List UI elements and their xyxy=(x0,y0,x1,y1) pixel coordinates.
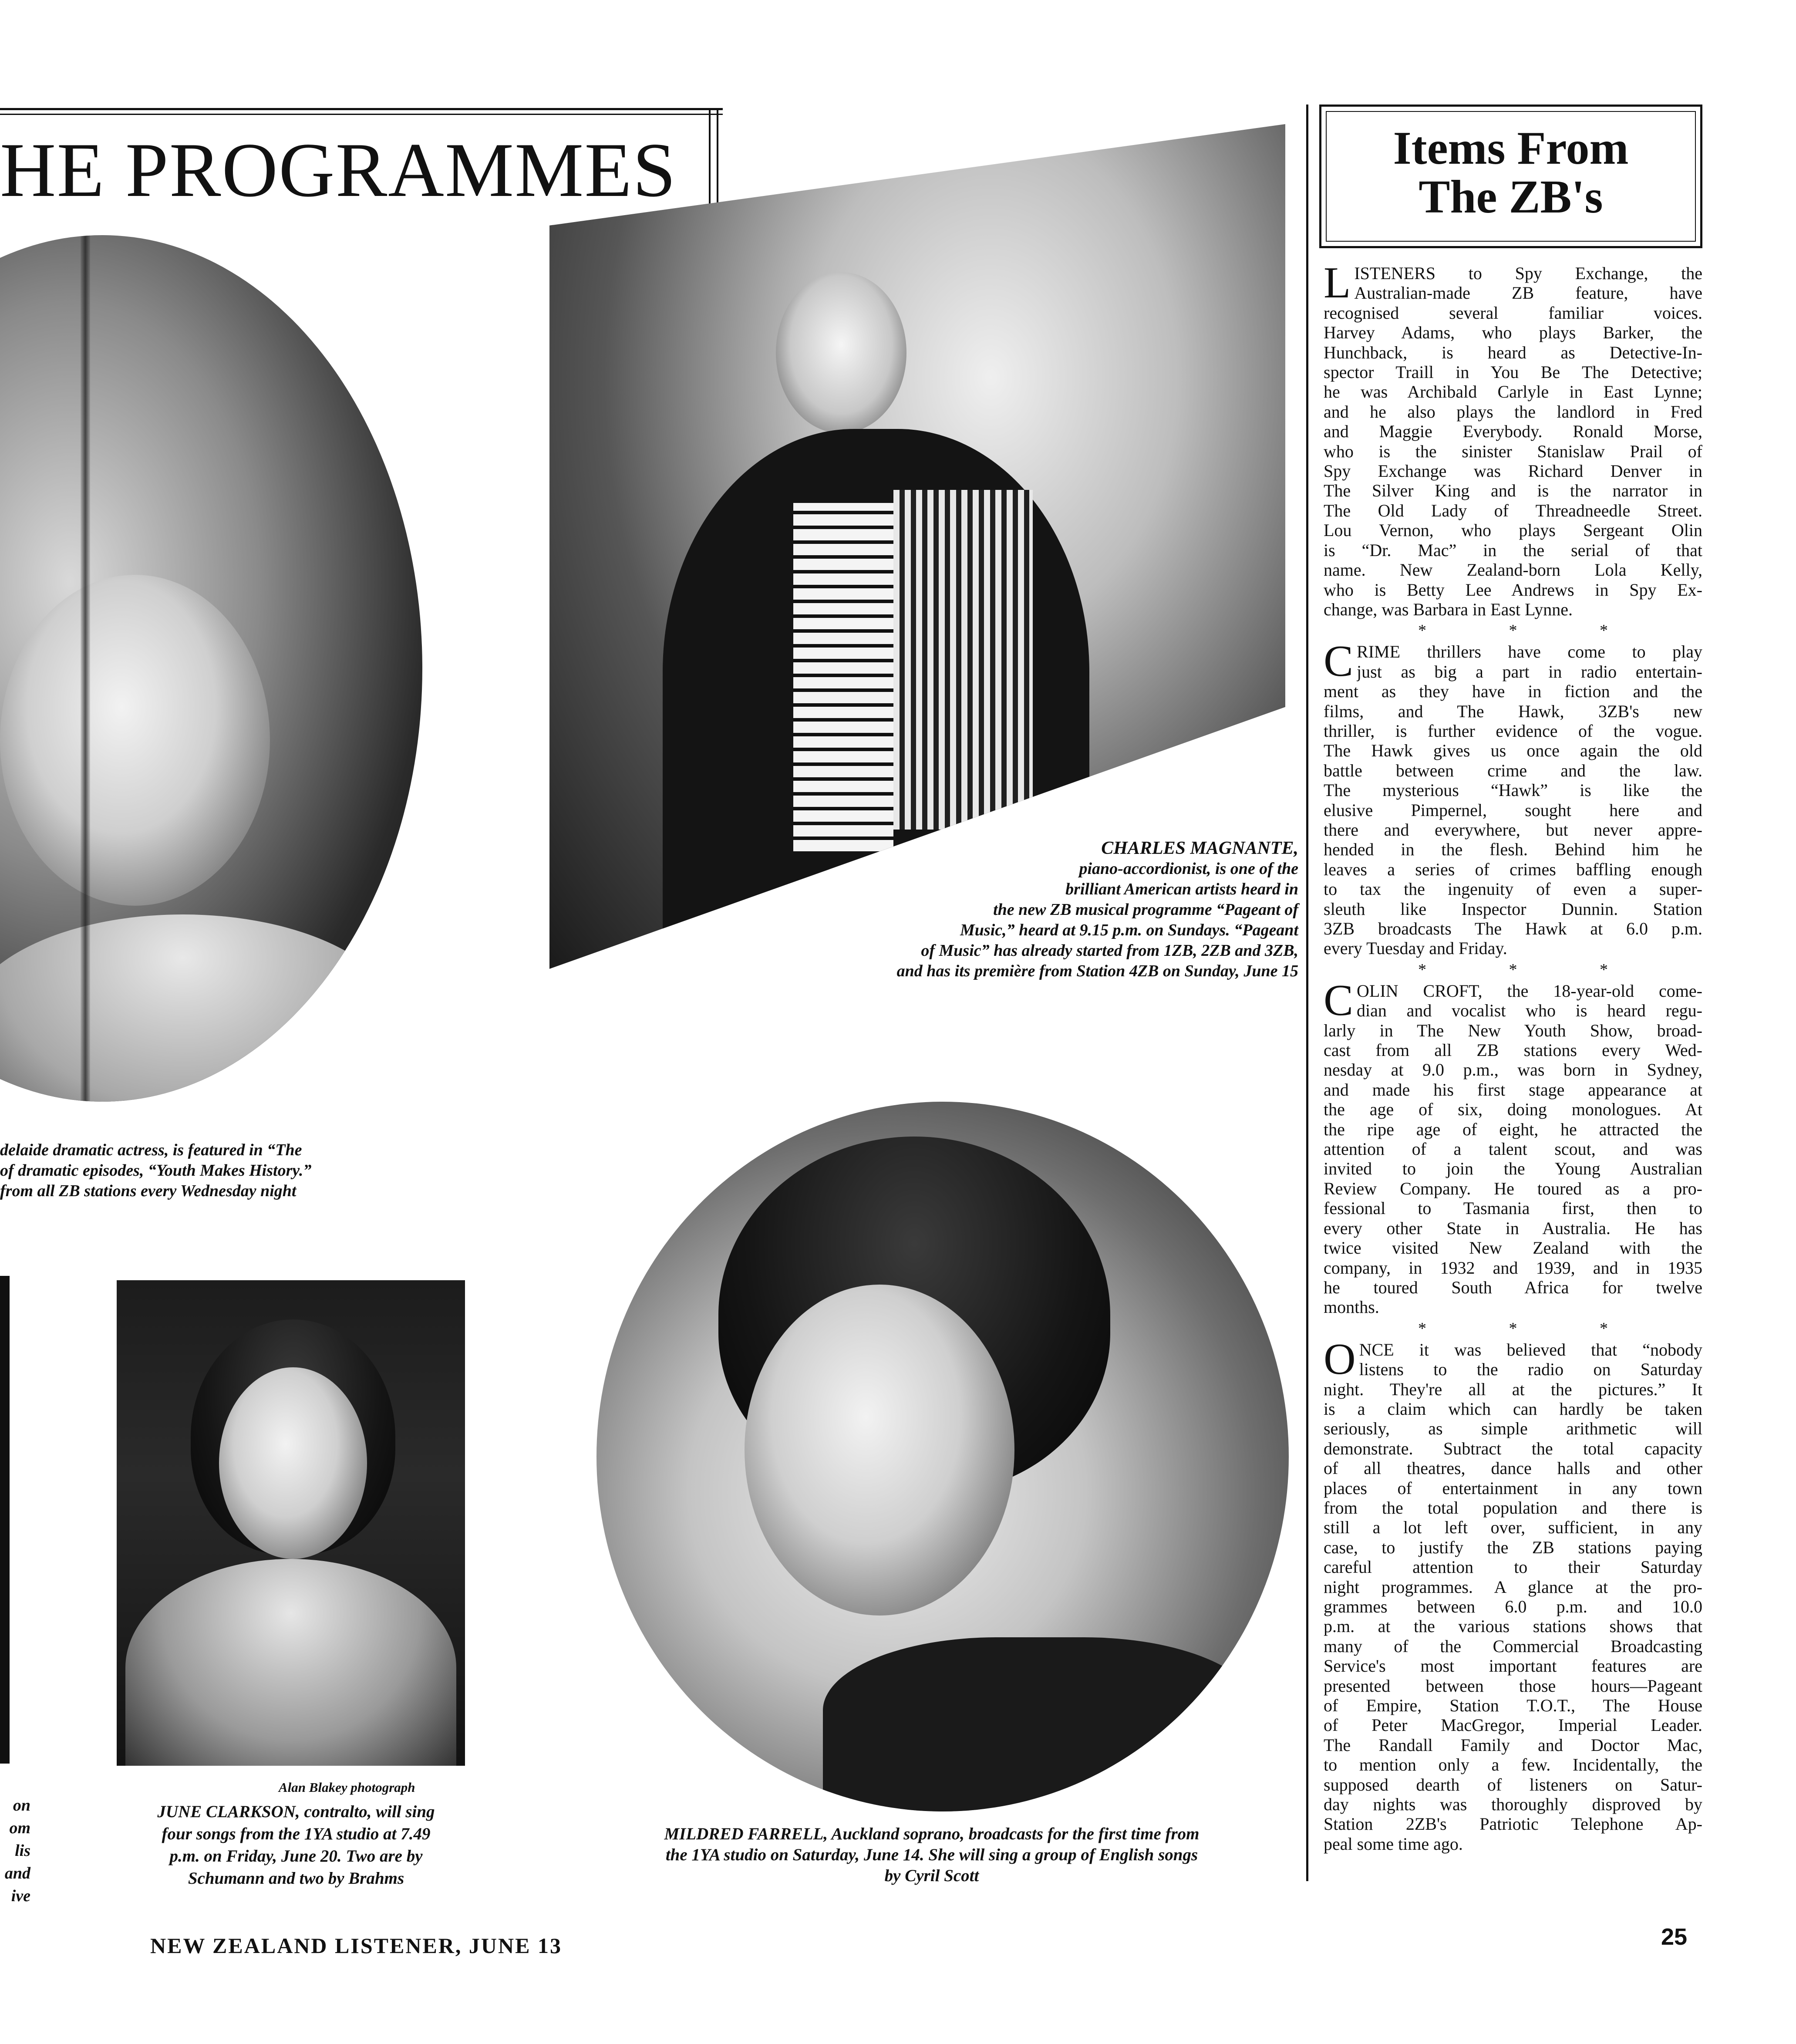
section-stars: * * * xyxy=(1418,621,1647,640)
paragraph-lines xyxy=(1324,258,1702,619)
text-line: is a claim which can hardly be taken xyxy=(1324,1399,1702,1419)
text-line: the ripe age of eight, he attracted the xyxy=(1324,1119,1702,1139)
farrell-caption xyxy=(544,1824,1319,1886)
text-line: The Randall Family and Doctor Mac, xyxy=(1324,1735,1702,1755)
column-divider xyxy=(1306,105,1308,1881)
magnante-caption xyxy=(610,838,1298,982)
magnante-caption-line: the new ZB musical programme “Pageant of xyxy=(993,901,1298,919)
text-line: day nights was thoroughly disproved by xyxy=(1324,1794,1702,1815)
text-line: is “Dr. Mac” in the serial of that xyxy=(1324,540,1702,560)
left-edge-fragment: and xyxy=(4,1864,30,1882)
clarkson-caption-line: Schumann and two by Brahms xyxy=(188,1869,404,1888)
clarkson-caption-line: four songs from the 1YA studio at 7.49 xyxy=(162,1825,431,1843)
text-line: battle between crime and the law. xyxy=(1324,760,1702,780)
text-line: he toured South Africa for twelve xyxy=(1324,1277,1702,1297)
clarkson-photo xyxy=(117,1280,465,1766)
text-line: grammes between 6.0 p.m. and 10.0 xyxy=(1324,1597,1702,1616)
clarkson-shoulders xyxy=(125,1559,456,1766)
text-line: spector Traill in You Be The Detective; xyxy=(1324,362,1702,382)
text-line: RIME thrillers have come to play xyxy=(1357,642,1702,662)
title-line: Items From xyxy=(1393,122,1629,174)
text-line: to tax the ingenuity of even a super- xyxy=(1324,879,1702,899)
actress-face xyxy=(0,575,270,906)
actress-shoulders xyxy=(0,914,401,1102)
left-edge-fragment: lis xyxy=(15,1842,30,1860)
farrell-photo xyxy=(596,1102,1289,1811)
text-line: Station 2ZB's Patriotic Telephone Ap- xyxy=(1324,1814,1702,1834)
text-line: change, was Barbara in East Lynne. xyxy=(1324,599,1573,619)
actress-caption xyxy=(0,1140,435,1201)
drop-cap: O xyxy=(1324,1334,1356,1384)
text-line: of Peter MacGregor, Imperial Leader. xyxy=(1324,1715,1702,1735)
title-box xyxy=(1319,105,1702,248)
magnante-caption-line: and has its première from Station 4ZB on Sunday, June 15 xyxy=(896,962,1298,980)
farrell-face xyxy=(745,1285,1014,1616)
text-line: films, and The Hawk, 3ZB's new xyxy=(1324,701,1702,721)
text-line: case, to justify the ZB stations paying xyxy=(1324,1537,1702,1557)
actress-caption-line: of dramatic episodes, “Youth Makes History.” xyxy=(0,1161,312,1180)
left-edge-fragments xyxy=(0,1794,30,1907)
text-line: to mention only a few. Incidentally, the xyxy=(1324,1755,1702,1775)
header-rule-top xyxy=(0,108,723,115)
text-line: peal some time ago. xyxy=(1324,1834,1463,1854)
left-edge-fragment: om xyxy=(9,1819,30,1837)
clarkson-caption-line: p.m. on Friday, June 20. Two are by xyxy=(169,1847,423,1865)
drop-cap: C xyxy=(1324,975,1354,1025)
text-line: leaves a series of crimes baffling enough xyxy=(1324,859,1702,879)
paragraph-listeners xyxy=(1324,258,1702,619)
text-line: Spy Exchange was Richard Denver in xyxy=(1324,461,1702,481)
text-line: Lou Vernon, who plays Sergeant Olin xyxy=(1324,520,1702,540)
text-line: and he also plays the landlord in Fred xyxy=(1324,401,1702,422)
text-line: and made his first stage appearance at xyxy=(1324,1079,1702,1100)
text-line: night programmes. A glance at the pro- xyxy=(1324,1577,1702,1597)
text-line: dian and vocalist who is heard regu- xyxy=(1357,1001,1702,1021)
text-line: larly in The New Youth Show, broad- xyxy=(1324,1020,1702,1040)
text-line: presented between those hours—Pageant xyxy=(1324,1676,1702,1696)
text-line: The Silver King and is the narrator in xyxy=(1324,481,1702,501)
clarkson-caption xyxy=(104,1801,488,1889)
text-line: seriously, as simple arithmetic will xyxy=(1324,1419,1702,1439)
title-line: The ZB's xyxy=(1419,171,1603,223)
text-line: listens to the radio on Saturday xyxy=(1359,1359,1702,1380)
text-line: hended in the flesh. Behind him he xyxy=(1324,840,1702,860)
clarkson-caption-line: JUNE CLARKSON, contralto, will sing xyxy=(157,1802,435,1821)
magnante-caption-line: of Music” has already started from 1ZB, 2ZB and 3ZB, xyxy=(921,941,1298,960)
magnante-caption-line: brilliant American artists heard in xyxy=(1065,880,1298,898)
text-line: places of entertainment in any town xyxy=(1324,1478,1702,1498)
text-line: every other State in Australia. He has xyxy=(1324,1218,1702,1238)
left-edge-fragment: on xyxy=(13,1796,30,1815)
farrell-caption-line: by Cyril Scott xyxy=(884,1866,979,1885)
left-edge-photo xyxy=(0,1276,10,1764)
drop-cap: C xyxy=(1324,637,1354,686)
footer-publication: NEW ZEALAND LISTENER, JUNE 13 xyxy=(150,1933,562,1958)
text-line: supposed dearth of listeners on Satur- xyxy=(1324,1774,1702,1794)
section-stars: * * * xyxy=(1418,1319,1647,1338)
text-line: ISTENERS to Spy Exchange, the xyxy=(1354,263,1702,283)
text-line: thriller, is further evidence of the vogue. xyxy=(1324,721,1702,741)
text-line: careful attention to their Saturday xyxy=(1324,1557,1702,1577)
text-line: attention of a talent scout, and was xyxy=(1324,1139,1702,1159)
text-line: demonstrate. Subtract the total capacity xyxy=(1324,1438,1702,1458)
magnante-caption-line: piano-accordionist, is one of the xyxy=(1079,860,1298,878)
text-line: company, in 1932 and 1939, and in 1935 xyxy=(1324,1258,1702,1278)
magnante-caption-line: Music,” heard at 9.15 p.m. on Sundays. “Pageant xyxy=(960,921,1298,939)
text-line: many of the Commercial Broadcasting xyxy=(1324,1636,1702,1656)
clarkson-face xyxy=(219,1367,367,1559)
clarkson-photo-credit: Alan Blakey photograph xyxy=(279,1780,415,1795)
text-line: who is the sinister Stanislaw Prail of xyxy=(1324,441,1702,461)
text-line: nesday at 9.0 p.m., was born in Sydney, xyxy=(1324,1060,1702,1080)
text-line: who is Betty Lee Andrews in Spy Ex- xyxy=(1324,580,1702,600)
text-line: there and everywhere, but never appre- xyxy=(1324,820,1702,840)
text-line: Harvey Adams, who plays Barker, the xyxy=(1324,323,1702,343)
text-line: The Old Lady of Threadneedle Street. xyxy=(1324,500,1702,520)
text-line: The Hawk gives us once again the old xyxy=(1324,741,1702,761)
paragraph-crime xyxy=(1324,637,1702,958)
text-line: the age of six, doing monologues. At xyxy=(1324,1100,1702,1120)
text-line: sleuth like Inspector Dunnin. Station xyxy=(1324,899,1702,919)
drop-cap: L xyxy=(1324,258,1351,307)
farrell-dress xyxy=(823,1637,1258,1811)
text-line: he was Archibald Carlyle in East Lynne; xyxy=(1324,382,1702,402)
actress-crease xyxy=(81,235,90,1102)
header-rule-right xyxy=(709,108,718,204)
text-line: OLIN CROFT, the 18-year-old come- xyxy=(1357,981,1702,1001)
text-line: Review Company. He toured as a pro- xyxy=(1324,1178,1702,1198)
farrell-caption-line: MILDRED FARRELL, Auckland soprano, broadcasts for the first time from xyxy=(664,1825,1200,1843)
text-line: just as big a part in radio entertain- xyxy=(1357,661,1702,681)
text-line: elusive Pimpernel, sought here and xyxy=(1324,800,1702,820)
text-line: 3ZB broadcasts The Hawk at 6.0 p.m. xyxy=(1324,919,1702,938)
actress-caption-line: from all ZB stations every Wednesday night xyxy=(0,1182,297,1200)
accordion-keys xyxy=(793,503,893,851)
text-line: p.m. at the various stations shows that xyxy=(1324,1616,1702,1636)
text-line: Hunchback, is heard as Detective-In- xyxy=(1324,342,1702,362)
magnante-caption-line: CHARLES MAGNANTE, xyxy=(1101,838,1298,858)
page-number: 25 xyxy=(1661,1924,1688,1950)
text-line: cast from all ZB stations every Wed- xyxy=(1324,1040,1702,1060)
actress-photo xyxy=(0,235,422,1102)
magnante-head xyxy=(776,272,906,433)
text-line: of all theatres, dance halls and other xyxy=(1324,1458,1702,1478)
text-line: every Tuesday and Friday. xyxy=(1324,938,1507,958)
zb-column xyxy=(1324,258,1702,1854)
text-line: still a lot left over, sufficient, in any xyxy=(1324,1518,1702,1538)
text-line: recognised several familiar voices. xyxy=(1324,303,1702,323)
text-line: ment as they have in fiction and the xyxy=(1324,681,1702,702)
left-edge-fragment: ive xyxy=(11,1887,30,1905)
text-line: name. New Zealand-born Lola Kelly, xyxy=(1324,560,1702,580)
farrell-caption-line: the 1YA studio on Saturday, June 14. She will sing a group of English songs xyxy=(665,1845,1198,1864)
text-line: and Maggie Everybody. Ronald Morse, xyxy=(1324,422,1702,442)
text-line: NCE it was believed that “nobody xyxy=(1359,1339,1702,1359)
text-line: night. They're all at the pictures.” It xyxy=(1324,1379,1702,1399)
header-title: HE PROGRAMMES xyxy=(0,127,677,213)
text-line: from the total population and there is xyxy=(1324,1498,1702,1518)
text-line: invited to join the Young Australian xyxy=(1324,1159,1702,1179)
text-line: Australian-made ZB feature, have xyxy=(1354,283,1702,303)
text-line: The mysterious “Hawk” is like the xyxy=(1324,780,1702,800)
text-line: of Empire, Station T.O.T., The House xyxy=(1324,1696,1702,1716)
text-line: fessional to Tasmania first, then to xyxy=(1324,1198,1702,1218)
paragraph-lines xyxy=(1324,1334,1702,1854)
paragraph-colin xyxy=(1324,975,1702,1317)
section-stars: * * * xyxy=(1418,960,1647,979)
paragraph-lines xyxy=(1324,637,1702,958)
text-line: twice visited New Zealand with the xyxy=(1324,1238,1702,1258)
actress-caption-line: delaide dramatic actress, is featured in “The xyxy=(0,1141,302,1159)
paragraph-once xyxy=(1324,1334,1702,1854)
text-line: months. xyxy=(1324,1297,1379,1317)
accordion-bellows xyxy=(893,490,1033,830)
title-box-heading xyxy=(1321,124,1700,222)
paragraph-lines xyxy=(1324,975,1702,1317)
text-line: Service's most important features are xyxy=(1324,1656,1702,1676)
